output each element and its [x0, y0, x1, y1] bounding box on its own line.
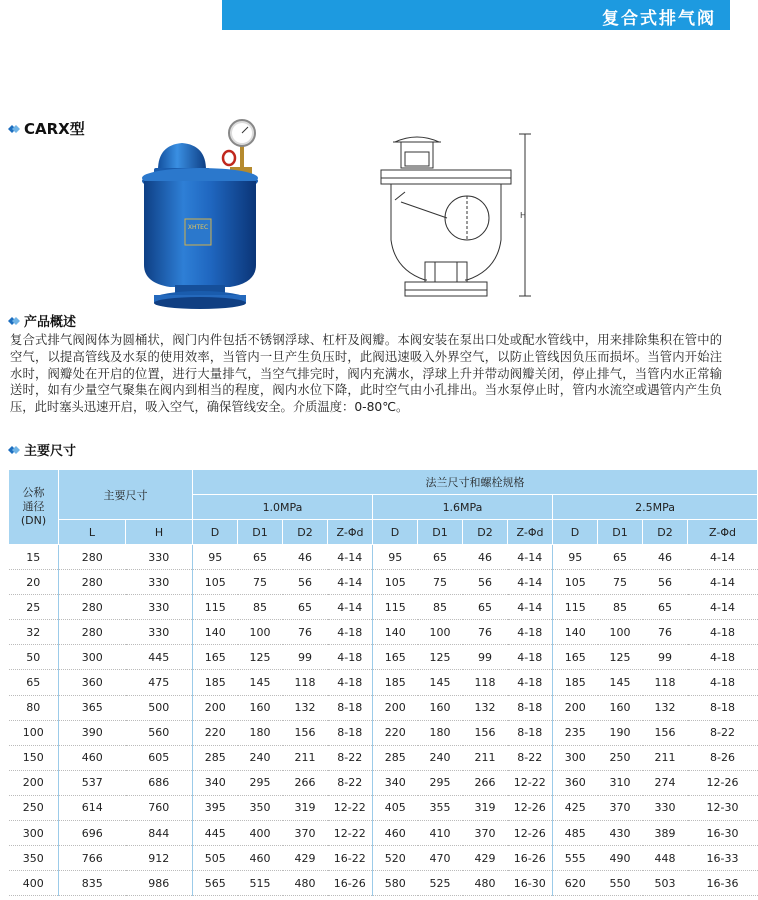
table-cell: 8-18 [688, 695, 758, 720]
table-row [9, 770, 758, 795]
table-cell: 620 [553, 871, 598, 896]
table-cell: 100 [418, 620, 463, 645]
table-cell: 295 [418, 770, 463, 795]
table-cell: 4-14 [328, 545, 373, 570]
model-label: CARX型 [24, 120, 85, 138]
table-cell: 118 [643, 670, 688, 695]
table-cell: 4-18 [688, 670, 758, 695]
table-cell: 4-14 [508, 595, 553, 620]
table-cell: 520 [373, 846, 418, 871]
table-row [9, 795, 758, 820]
table-cell: 85 [238, 595, 283, 620]
table-cell: 470 [418, 846, 463, 871]
table-cell: 8-18 [328, 720, 373, 745]
table-cell: 132 [463, 695, 508, 720]
table-cell: 140 [553, 620, 598, 645]
dn-cell: 150 [9, 745, 59, 770]
table-cell: 285 [373, 745, 418, 770]
diamond-arrow-icon [8, 123, 20, 135]
table-cell: 200 [193, 695, 238, 720]
table-cell: 480 [283, 871, 328, 896]
dn-cell: 200 [9, 770, 59, 795]
dn-header: 公称 通径 (DN) [9, 470, 59, 545]
table-row [9, 720, 758, 745]
table-cell: 65 [283, 595, 328, 620]
table-row [9, 846, 758, 871]
table-cell: 614 [59, 795, 126, 820]
table-cell: 340 [373, 770, 418, 795]
table-cell: 160 [598, 695, 643, 720]
table-cell: 12-26 [508, 795, 553, 820]
table-row [9, 670, 758, 695]
table-cell: 46 [643, 545, 688, 570]
table-cell: 165 [553, 645, 598, 670]
table-cell: 4-18 [688, 620, 758, 645]
pressure-header: 1.6MPa [373, 495, 553, 520]
table-cell: 8-18 [508, 695, 553, 720]
table-row [9, 645, 758, 670]
table-cell: 75 [418, 570, 463, 595]
table-cell: 56 [283, 570, 328, 595]
table-cell: 425 [553, 795, 598, 820]
table-cell: 490 [598, 846, 643, 871]
overview-heading [8, 311, 76, 330]
table-cell: 355 [418, 795, 463, 820]
dn-cell: 15 [9, 545, 59, 570]
diamond-arrow-icon [8, 315, 20, 327]
table-cell: 370 [283, 821, 328, 846]
table-cell: 156 [283, 720, 328, 745]
table-cell: 105 [553, 570, 598, 595]
table-cell: 525 [418, 871, 463, 896]
table-cell: 140 [373, 620, 418, 645]
dimensions-heading-text: 主要尺寸 [24, 444, 77, 459]
table-cell: 115 [553, 595, 598, 620]
table-cell: 240 [238, 745, 283, 770]
flange-header: 法兰尺寸和螺栓规格 [193, 470, 758, 495]
table-cell: 115 [193, 595, 238, 620]
table-cell: 4-18 [328, 670, 373, 695]
table-cell: 8-18 [328, 695, 373, 720]
table-cell: 100 [238, 620, 283, 645]
table-cell: 16-26 [508, 846, 553, 871]
table-cell: 319 [463, 795, 508, 820]
table-cell: 480 [463, 871, 508, 896]
dn-cell: 300 [9, 821, 59, 846]
table-cell: 125 [418, 645, 463, 670]
table-cell: 300 [553, 745, 598, 770]
dn-cell: 32 [9, 620, 59, 645]
table-cell: 766 [59, 846, 126, 871]
table-cell: 12-22 [328, 821, 373, 846]
table-cell: 445 [126, 645, 193, 670]
title-bar [222, 0, 730, 30]
dn-cell: 250 [9, 795, 59, 820]
table-cell: 4-14 [688, 595, 758, 620]
table-cell: 280 [59, 545, 126, 570]
column-header: D2 [463, 520, 508, 545]
table-cell: 105 [193, 570, 238, 595]
table-cell: 285 [193, 745, 238, 770]
table-cell: 460 [373, 821, 418, 846]
nameplate-text: XHTEC [187, 224, 209, 231]
table-cell: 410 [418, 821, 463, 846]
table-cell: 211 [643, 745, 688, 770]
column-header: D1 [598, 520, 643, 545]
table-cell: 12-22 [508, 770, 553, 795]
table-cell: 145 [418, 670, 463, 695]
table-cell: 912 [126, 846, 193, 871]
table-row [9, 695, 758, 720]
table-cell: 4-14 [508, 570, 553, 595]
table-cell: 8-22 [328, 770, 373, 795]
table-cell: 46 [463, 545, 508, 570]
dimension-h-label: H [520, 211, 527, 220]
dimensions-table [8, 469, 758, 896]
pressure-header: 2.5MPa [553, 495, 758, 520]
table-cell: 340 [193, 770, 238, 795]
table-cell: 56 [643, 570, 688, 595]
table-cell: 295 [238, 770, 283, 795]
column-header: Z-Φd [688, 520, 758, 545]
table-cell: 211 [283, 745, 328, 770]
table-cell: 16-22 [328, 846, 373, 871]
table-cell: 12-30 [688, 795, 758, 820]
table-row [9, 821, 758, 846]
column-header: D1 [238, 520, 283, 545]
table-cell: 360 [553, 770, 598, 795]
dn-cell: 100 [9, 720, 59, 745]
table-cell: 503 [643, 871, 688, 896]
table-cell: 350 [238, 795, 283, 820]
table-cell: 485 [553, 821, 598, 846]
table-cell: 16-30 [688, 821, 758, 846]
table-cell: 8-22 [328, 745, 373, 770]
table-cell: 65 [643, 595, 688, 620]
table-cell: 125 [598, 645, 643, 670]
table-cell: 200 [553, 695, 598, 720]
table-cell: 537 [59, 770, 126, 795]
table-cell: 8-22 [508, 745, 553, 770]
table-cell: 99 [463, 645, 508, 670]
table-cell: 395 [193, 795, 238, 820]
dn-cell: 20 [9, 570, 59, 595]
table-cell: 460 [59, 745, 126, 770]
table-cell: 330 [126, 595, 193, 620]
table-cell: 65 [238, 545, 283, 570]
table-cell: 4-18 [508, 620, 553, 645]
table-cell: 4-14 [328, 570, 373, 595]
model-heading [8, 118, 85, 139]
table-cell: 310 [598, 770, 643, 795]
column-header: D2 [643, 520, 688, 545]
table-cell: 76 [283, 620, 328, 645]
table-cell: 8-18 [508, 720, 553, 745]
table-cell: 835 [59, 871, 126, 896]
table-cell: 118 [283, 670, 328, 695]
table-cell: 405 [373, 795, 418, 820]
overview-text: 复合式排气阀阀体为圆桶状，阀门内件包括不锈钢浮球、杠杆及阀瓣。本阀安装在泵出口处或配水管线中，用来排除集积在管中的空气，以提高管线及水泵的使用效率，当管内一旦产生负压时，此阀迅速吸入外界空气，以防止管线因负压而损坏。当管内开始注水时，阀瓣处在开启的位置，进行大量排气，当空气排完时，阀内充满水，浮球上升并带动阀瓣关闭，停止排气，当管内水正常输送时，如有少量空气聚集在阀内到相当的程度，阀内水位下降，此时空气由小孔排出。当水泵停止时，管内水流空或遇管内产生负压，此时塞头迅速开启，吸入空气，确保管线安全。介质温度：0-80℃。 [10, 333, 722, 415]
table-cell: 99 [643, 645, 688, 670]
table-cell: 200 [373, 695, 418, 720]
table-cell: 370 [598, 795, 643, 820]
table-cell: 156 [463, 720, 508, 745]
table-cell: 8-22 [688, 720, 758, 745]
valve-photo [130, 115, 270, 310]
table-cell: 145 [598, 670, 643, 695]
column-header: D1 [418, 520, 463, 545]
table-row [9, 620, 758, 645]
table-cell: 4-14 [508, 545, 553, 570]
table-row [9, 745, 758, 770]
table-cell: 448 [643, 846, 688, 871]
table-cell: 445 [193, 821, 238, 846]
table-cell: 460 [238, 846, 283, 871]
table-cell: 76 [463, 620, 508, 645]
table-cell: 400 [238, 821, 283, 846]
table-cell: 185 [373, 670, 418, 695]
table-cell: 844 [126, 821, 193, 846]
table-cell: 180 [418, 720, 463, 745]
table-cell: 500 [126, 695, 193, 720]
table-cell: 686 [126, 770, 193, 795]
table-cell: 220 [193, 720, 238, 745]
table-cell: 389 [643, 821, 688, 846]
table-cell: 429 [283, 846, 328, 871]
column-header: D [373, 520, 418, 545]
table-cell: 8-26 [688, 745, 758, 770]
table-cell: 330 [643, 795, 688, 820]
table-row [9, 595, 758, 620]
table-cell: 550 [598, 871, 643, 896]
table-cell: 190 [598, 720, 643, 745]
column-header: D [193, 520, 238, 545]
table-cell: 140 [193, 620, 238, 645]
table-cell: 75 [238, 570, 283, 595]
table-cell: 4-18 [328, 645, 373, 670]
subheader-row [9, 520, 758, 545]
dimensions-heading [8, 440, 76, 459]
table-cell: 132 [283, 695, 328, 720]
table-row [9, 871, 758, 896]
table-cell: 95 [553, 545, 598, 570]
column-header: Z-Φd [508, 520, 553, 545]
column-header: L [59, 520, 126, 545]
table-cell: 760 [126, 795, 193, 820]
table-cell: 4-18 [508, 645, 553, 670]
table-cell: 240 [418, 745, 463, 770]
table-cell: 430 [598, 821, 643, 846]
table-cell: 235 [553, 720, 598, 745]
table-cell: 4-18 [508, 670, 553, 695]
table-cell: 211 [463, 745, 508, 770]
table-cell: 280 [59, 595, 126, 620]
table-cell: 12-26 [508, 821, 553, 846]
table-cell: 580 [373, 871, 418, 896]
table-cell: 319 [283, 795, 328, 820]
dn-cell: 25 [9, 595, 59, 620]
table-cell: 100 [598, 620, 643, 645]
table-cell: 605 [126, 745, 193, 770]
table-cell: 12-26 [688, 770, 758, 795]
pressure-header: 1.0MPa [193, 495, 373, 520]
table-cell: 145 [238, 670, 283, 695]
table-cell: 12-22 [328, 795, 373, 820]
table-cell: 46 [283, 545, 328, 570]
table-cell: 65 [418, 545, 463, 570]
table-cell: 555 [553, 846, 598, 871]
column-header: D [553, 520, 598, 545]
table-cell: 365 [59, 695, 126, 720]
valve-section-drawing [375, 130, 540, 310]
table-cell: 165 [193, 645, 238, 670]
table-cell: 85 [418, 595, 463, 620]
table-cell: 360 [59, 670, 126, 695]
table-cell: 85 [598, 595, 643, 620]
table-cell: 560 [126, 720, 193, 745]
table-cell: 370 [463, 821, 508, 846]
table-cell: 95 [193, 545, 238, 570]
table-cell: 429 [463, 846, 508, 871]
table-cell: 16-36 [688, 871, 758, 896]
table-cell: 4-14 [688, 545, 758, 570]
table-cell: 220 [373, 720, 418, 745]
table-cell: 390 [59, 720, 126, 745]
table-cell: 165 [373, 645, 418, 670]
table-cell: 505 [193, 846, 238, 871]
table-cell: 115 [373, 595, 418, 620]
table-cell: 118 [463, 670, 508, 695]
dn-cell: 50 [9, 645, 59, 670]
table-cell: 4-18 [328, 620, 373, 645]
table-cell: 56 [463, 570, 508, 595]
table-cell: 696 [59, 821, 126, 846]
table-cell: 330 [126, 620, 193, 645]
dn-cell: 80 [9, 695, 59, 720]
table-cell: 160 [418, 695, 463, 720]
table-cell: 4-14 [688, 570, 758, 595]
table-cell: 300 [59, 645, 126, 670]
overview-heading-text: 产品概述 [24, 315, 77, 330]
table-cell: 274 [643, 770, 688, 795]
column-header: Z-Φd [328, 520, 373, 545]
table-cell: 280 [59, 620, 126, 645]
table-cell: 185 [553, 670, 598, 695]
table-cell: 515 [238, 871, 283, 896]
table-row [9, 570, 758, 595]
table-cell: 180 [238, 720, 283, 745]
table-cell: 65 [598, 545, 643, 570]
table-cell: 65 [463, 595, 508, 620]
table-cell: 250 [598, 745, 643, 770]
table-cell: 16-33 [688, 846, 758, 871]
table-cell: 76 [643, 620, 688, 645]
table-row [9, 545, 758, 570]
table-cell: 16-26 [328, 871, 373, 896]
table-cell: 475 [126, 670, 193, 695]
table-cell: 280 [59, 570, 126, 595]
table-cell: 330 [126, 545, 193, 570]
table-cell: 95 [373, 545, 418, 570]
page-title: 复合式排气阀 [602, 9, 716, 29]
table-cell: 565 [193, 871, 238, 896]
table-cell: 156 [643, 720, 688, 745]
table-cell: 105 [373, 570, 418, 595]
column-header: H [126, 520, 193, 545]
table-cell: 4-18 [688, 645, 758, 670]
table-cell: 330 [126, 570, 193, 595]
table-cell: 125 [238, 645, 283, 670]
table-cell: 16-30 [508, 871, 553, 896]
dn-cell: 400 [9, 871, 59, 896]
table-cell: 132 [643, 695, 688, 720]
dn-cell: 350 [9, 846, 59, 871]
table-body [9, 545, 758, 896]
table-cell: 99 [283, 645, 328, 670]
main-dims-header: 主要尺寸 [59, 470, 193, 520]
diamond-arrow-icon [8, 444, 20, 456]
table-cell: 4-14 [328, 595, 373, 620]
dn-cell: 65 [9, 670, 59, 695]
table-cell: 266 [283, 770, 328, 795]
table-cell: 160 [238, 695, 283, 720]
table-cell: 75 [598, 570, 643, 595]
table-cell: 266 [463, 770, 508, 795]
column-header: D2 [283, 520, 328, 545]
table-cell: 185 [193, 670, 238, 695]
table-cell: 986 [126, 871, 193, 896]
